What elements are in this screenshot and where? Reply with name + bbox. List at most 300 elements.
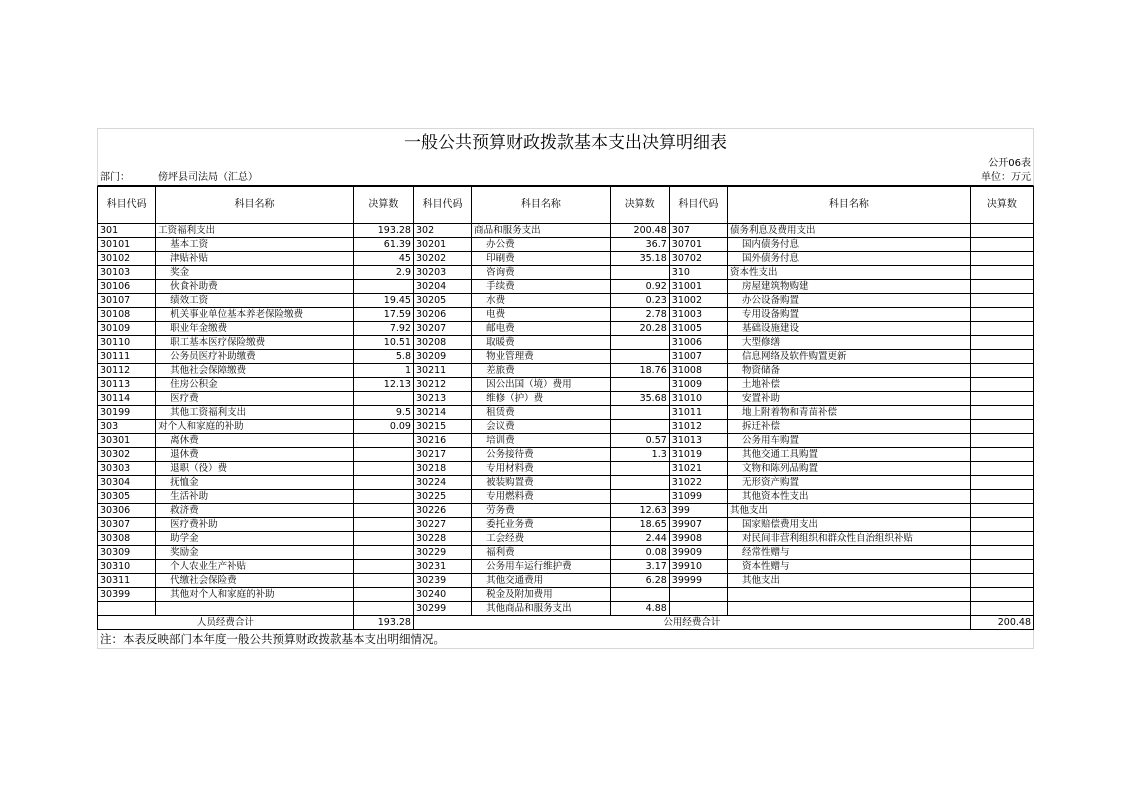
amount-cell (970, 476, 1033, 490)
code-cell: 30231 (413, 560, 471, 574)
amount-cell (353, 588, 413, 602)
name-cell: 资本性赠与 (727, 560, 970, 574)
name-cell: 因公出国（境）费用 (472, 378, 610, 392)
col-header-code: 科目代码 (413, 187, 471, 224)
amount-cell: 0.92 (610, 280, 669, 294)
table-body (98, 224, 1034, 616)
name-cell: 安置补助 (727, 392, 970, 406)
amount-cell: 18.76 (610, 364, 669, 378)
code-cell: 30107 (98, 294, 156, 308)
code-cell: 30205 (413, 294, 471, 308)
name-cell: 退职（役）费 (156, 462, 354, 476)
amount-cell: 9.5 (353, 406, 413, 420)
amount-cell: 0.57 (610, 434, 669, 448)
name-cell: 国外债务付息 (727, 252, 970, 266)
table-row (98, 546, 1034, 560)
amount-cell (610, 266, 669, 280)
unit-label: 单位：万元 (981, 172, 1031, 183)
table-row (98, 252, 1034, 266)
code-cell: 31007 (669, 350, 727, 364)
amount-cell (610, 462, 669, 476)
table-row (98, 392, 1034, 406)
amount-cell (353, 280, 413, 294)
name-cell: 离休费 (156, 434, 354, 448)
name-cell: 专用材料费 (472, 462, 610, 476)
name-cell: 医疗费补助 (156, 518, 354, 532)
amount-cell (610, 490, 669, 504)
table-row (98, 224, 1034, 238)
code-cell: 30308 (98, 532, 156, 546)
col-header-code: 科目代码 (669, 187, 727, 224)
code-cell (98, 602, 156, 616)
amount-cell: 0.23 (610, 294, 669, 308)
code-cell: 31013 (669, 434, 727, 448)
amount-cell (353, 518, 413, 532)
name-cell: 信息网络及软件购置更新 (727, 350, 970, 364)
name-cell: 工资福利支出 (156, 224, 354, 238)
name-cell: 办公费 (472, 238, 610, 252)
name-cell: 国内债务付息 (727, 238, 970, 252)
code-cell: 30103 (98, 266, 156, 280)
code-cell: 30207 (413, 322, 471, 336)
name-cell: 房屋建筑物购建 (727, 280, 970, 294)
amount-cell (610, 420, 669, 434)
amount-cell (970, 574, 1033, 588)
name-cell: 公务用车运行维护费 (472, 560, 610, 574)
name-cell: 公务接待费 (472, 448, 610, 462)
col-header-amount: 决算数 (353, 187, 413, 224)
amount-cell (610, 336, 669, 350)
name-cell: 住房公积金 (156, 378, 354, 392)
code-cell: 31002 (669, 294, 727, 308)
code-cell: 30301 (98, 434, 156, 448)
code-cell: 310 (669, 266, 727, 280)
code-cell: 31011 (669, 406, 727, 420)
code-cell: 39999 (669, 574, 727, 588)
code-cell: 31099 (669, 490, 727, 504)
table-row (98, 336, 1034, 350)
name-cell: 个人农业生产补贴 (156, 560, 354, 574)
amount-cell: 20.28 (610, 322, 669, 336)
amount-cell (353, 574, 413, 588)
code-cell: 39907 (669, 518, 727, 532)
col-header-name: 科目名称 (156, 187, 354, 224)
amount-cell (970, 420, 1033, 434)
name-cell: 文物和陈列品购置 (727, 462, 970, 476)
code-cell: 31008 (669, 364, 727, 378)
code-cell: 39909 (669, 546, 727, 560)
amount-cell: 18.65 (610, 518, 669, 532)
name-cell: 奖励金 (156, 546, 354, 560)
amount-cell (970, 560, 1033, 574)
name-cell: 专用燃料费 (472, 490, 610, 504)
code-cell: 31003 (669, 308, 727, 322)
amount-cell: 12.63 (610, 504, 669, 518)
amount-cell (970, 280, 1033, 294)
column-header-row (98, 187, 1034, 224)
code-cell: 30212 (413, 378, 471, 392)
name-cell: 其他支出 (727, 574, 970, 588)
name-cell: 取暖费 (472, 336, 610, 350)
code-cell: 30201 (413, 238, 471, 252)
table-row (98, 574, 1034, 588)
amount-cell (970, 364, 1033, 378)
amount-cell (353, 448, 413, 462)
table-row (98, 350, 1034, 364)
table-row (98, 322, 1034, 336)
table-row (98, 294, 1034, 308)
table-row (98, 504, 1034, 518)
name-cell: 其他交通费用 (472, 574, 610, 588)
amount-cell (970, 392, 1033, 406)
name-cell: 国家赔偿费用支出 (727, 518, 970, 532)
table-row (98, 448, 1034, 462)
name-cell: 被装购置费 (472, 476, 610, 490)
amount-cell (970, 490, 1033, 504)
name-cell: 会议费 (472, 420, 610, 434)
name-cell: 代缴社会保险费 (156, 574, 354, 588)
amount-cell (970, 434, 1033, 448)
name-cell: 其他支出 (727, 504, 970, 518)
amount-cell (353, 602, 413, 616)
name-cell: 救济费 (156, 504, 354, 518)
code-cell: 30101 (98, 238, 156, 252)
name-cell (727, 602, 970, 616)
name-cell: 税金及附加费用 (472, 588, 610, 602)
name-cell (156, 602, 354, 616)
amount-cell (970, 238, 1033, 252)
col-header-amount: 决算数 (610, 187, 669, 224)
name-cell: 资本性支出 (727, 266, 970, 280)
code-cell: 30217 (413, 448, 471, 462)
code-cell: 30309 (98, 546, 156, 560)
code-cell: 30240 (413, 588, 471, 602)
code-cell: 30307 (98, 518, 156, 532)
code-cell: 30208 (413, 336, 471, 350)
amount-cell (970, 378, 1033, 392)
amount-cell (970, 308, 1033, 322)
amount-cell (970, 518, 1033, 532)
name-cell: 其他商品和服务支出 (472, 602, 610, 616)
amount-cell (353, 546, 413, 560)
code-cell: 302 (413, 224, 471, 238)
table-row (98, 462, 1034, 476)
col-header-name: 科目名称 (472, 187, 610, 224)
table-row (98, 476, 1034, 490)
amount-cell (353, 490, 413, 504)
code-cell: 30114 (98, 392, 156, 406)
name-cell: 培训费 (472, 434, 610, 448)
dept-label: 部门： (100, 172, 130, 183)
table-row (98, 602, 1034, 616)
code-cell: 31006 (669, 336, 727, 350)
name-cell: 电费 (472, 308, 610, 322)
code-cell: 307 (669, 224, 727, 238)
name-cell: 福利费 (472, 546, 610, 560)
code-cell: 30199 (98, 406, 156, 420)
amount-cell (353, 532, 413, 546)
code-cell: 30206 (413, 308, 471, 322)
name-cell: 其他对个人和家庭的补助 (156, 588, 354, 602)
code-cell: 30228 (413, 532, 471, 546)
amount-cell (610, 378, 669, 392)
code-cell: 30109 (98, 322, 156, 336)
expenditure-table (97, 186, 1034, 630)
public-total-label: 公用经费合计 (413, 616, 970, 630)
name-cell: 土地补偿 (727, 378, 970, 392)
amount-cell (970, 532, 1033, 546)
code-cell: 30204 (413, 280, 471, 294)
code-cell: 30225 (413, 490, 471, 504)
amount-cell: 2.44 (610, 532, 669, 546)
table-row (98, 532, 1034, 546)
amount-cell (970, 504, 1033, 518)
code-cell: 30113 (98, 378, 156, 392)
code-cell (669, 588, 727, 602)
code-cell: 399 (669, 504, 727, 518)
name-cell: 专用设备购置 (727, 308, 970, 322)
amount-cell: 12.13 (353, 378, 413, 392)
code-cell: 30399 (98, 588, 156, 602)
code-cell: 30110 (98, 336, 156, 350)
amount-cell: 35.18 (610, 252, 669, 266)
dept-name: 傍坪县司法局（汇总） (158, 172, 258, 183)
name-cell: 公务员医疗补助缴费 (156, 350, 354, 364)
amount-cell (970, 602, 1033, 616)
amount-cell (970, 224, 1033, 238)
name-cell: 生活补助 (156, 490, 354, 504)
code-cell: 30229 (413, 546, 471, 560)
name-cell: 经常性赠与 (727, 546, 970, 560)
code-cell: 30299 (413, 602, 471, 616)
code-cell: 30108 (98, 308, 156, 322)
code-cell: 30209 (413, 350, 471, 364)
name-cell: 咨询费 (472, 266, 610, 280)
name-cell: 对民间非营利组织和群众性自治组织补贴 (727, 532, 970, 546)
table-row (98, 308, 1034, 322)
amount-cell: 45 (353, 252, 413, 266)
code-cell: 30226 (413, 504, 471, 518)
table-code: 公开06表 (97, 157, 1034, 171)
amount-cell: 200.48 (610, 224, 669, 238)
amount-cell: 61.39 (353, 238, 413, 252)
name-cell: 委托业务费 (472, 518, 610, 532)
code-cell: 30111 (98, 350, 156, 364)
code-cell: 30112 (98, 364, 156, 378)
amount-cell (970, 462, 1033, 476)
name-cell: 拆迁补偿 (727, 420, 970, 434)
amount-cell: 5.8 (353, 350, 413, 364)
name-cell: 物业管理费 (472, 350, 610, 364)
amount-cell: 7.92 (353, 322, 413, 336)
amount-cell (970, 266, 1033, 280)
code-cell: 30227 (413, 518, 471, 532)
amount-cell: 19.45 (353, 294, 413, 308)
amount-cell: 36.7 (610, 238, 669, 252)
amount-cell (970, 588, 1033, 602)
name-cell: 对个人和家庭的补助 (156, 420, 354, 434)
code-cell (669, 602, 727, 616)
table-row (98, 406, 1034, 420)
amount-cell (970, 322, 1033, 336)
amount-cell (610, 350, 669, 364)
amount-cell (970, 350, 1033, 364)
name-cell: 其他资本性支出 (727, 490, 970, 504)
name-cell: 工会经费 (472, 532, 610, 546)
code-cell: 30211 (413, 364, 471, 378)
name-cell: 物资储备 (727, 364, 970, 378)
footnote: 注：本表反映部门本年度一般公共预算财政拨款基本支出明细情况。 (97, 630, 1034, 649)
amount-cell: 3.17 (610, 560, 669, 574)
code-cell: 31010 (669, 392, 727, 406)
code-cell: 303 (98, 420, 156, 434)
name-cell: 基本工资 (156, 238, 354, 252)
name-cell: 手续费 (472, 280, 610, 294)
amount-cell (970, 406, 1033, 420)
code-cell: 31021 (669, 462, 727, 476)
amount-cell (353, 476, 413, 490)
amount-cell (610, 476, 669, 490)
code-cell: 30218 (413, 462, 471, 476)
name-cell: 水费 (472, 294, 610, 308)
name-cell: 其他交通工具购置 (727, 448, 970, 462)
code-cell: 30215 (413, 420, 471, 434)
table-row (98, 364, 1034, 378)
amount-cell: 10.51 (353, 336, 413, 350)
code-cell: 30303 (98, 462, 156, 476)
code-cell: 30102 (98, 252, 156, 266)
amount-cell (353, 392, 413, 406)
code-cell: 30239 (413, 574, 471, 588)
col-header-code: 科目代码 (98, 187, 156, 224)
table-row (98, 238, 1034, 252)
code-cell: 30702 (669, 252, 727, 266)
amount-cell: 0.08 (610, 546, 669, 560)
name-cell: 助学金 (156, 532, 354, 546)
name-cell: 印刷费 (472, 252, 610, 266)
table-row (98, 490, 1034, 504)
col-header-name: 科目名称 (727, 187, 970, 224)
code-cell: 30224 (413, 476, 471, 490)
amount-cell: 4.88 (610, 602, 669, 616)
amount-cell (353, 504, 413, 518)
totals-row (98, 616, 1034, 630)
code-cell: 31012 (669, 420, 727, 434)
report-title: 一般公共预算财政拨款基本支出决算明细表 (97, 128, 1034, 157)
name-cell: 无形资产购置 (727, 476, 970, 490)
name-cell: 公务用车购置 (727, 434, 970, 448)
code-cell: 31001 (669, 280, 727, 294)
name-cell: 债务利息及费用支出 (727, 224, 970, 238)
name-cell: 奖金 (156, 266, 354, 280)
name-cell: 邮电费 (472, 322, 610, 336)
name-cell: 退休费 (156, 448, 354, 462)
code-cell: 30203 (413, 266, 471, 280)
name-cell: 劳务费 (472, 504, 610, 518)
code-cell: 30305 (98, 490, 156, 504)
code-cell: 30202 (413, 252, 471, 266)
amount-cell: 193.28 (353, 224, 413, 238)
amount-cell (353, 560, 413, 574)
amount-cell: 35.68 (610, 392, 669, 406)
name-cell: 办公设备购置 (727, 294, 970, 308)
name-cell (727, 588, 970, 602)
amount-cell (970, 336, 1033, 350)
amount-cell: 2.9 (353, 266, 413, 280)
amount-cell (610, 406, 669, 420)
name-cell: 大型修缮 (727, 336, 970, 350)
name-cell: 抚恤金 (156, 476, 354, 490)
table-row (98, 588, 1034, 602)
code-cell: 39908 (669, 532, 727, 546)
col-header-amount: 决算数 (970, 187, 1033, 224)
code-cell: 30216 (413, 434, 471, 448)
name-cell: 伙食补助费 (156, 280, 354, 294)
code-cell: 30302 (98, 448, 156, 462)
amount-cell (970, 294, 1033, 308)
amount-cell: 2.78 (610, 308, 669, 322)
amount-cell (970, 448, 1033, 462)
amount-cell: 1 (353, 364, 413, 378)
name-cell: 其他工资福利支出 (156, 406, 354, 420)
code-cell: 30213 (413, 392, 471, 406)
personnel-total-value: 193.28 (353, 616, 413, 630)
amount-cell: 6.28 (610, 574, 669, 588)
code-cell: 30106 (98, 280, 156, 294)
table-row (98, 518, 1034, 532)
amount-cell (353, 462, 413, 476)
code-cell: 30310 (98, 560, 156, 574)
amount-cell (353, 434, 413, 448)
code-cell: 30214 (413, 406, 471, 420)
amount-cell: 17.59 (353, 308, 413, 322)
amount-cell (610, 588, 669, 602)
name-cell: 职工基本医疗保险缴费 (156, 336, 354, 350)
code-cell: 30306 (98, 504, 156, 518)
report-sheet (97, 128, 1034, 649)
amount-cell (970, 546, 1033, 560)
amount-cell: 1.3 (610, 448, 669, 462)
amount-cell: 0.09 (353, 420, 413, 434)
name-cell: 绩效工资 (156, 294, 354, 308)
name-cell: 津贴补贴 (156, 252, 354, 266)
personnel-total-label: 人员经费合计 (98, 616, 354, 630)
code-cell: 30311 (98, 574, 156, 588)
name-cell: 基础设施建设 (727, 322, 970, 336)
table-row (98, 378, 1034, 392)
table-row (98, 560, 1034, 574)
name-cell: 租赁费 (472, 406, 610, 420)
name-cell: 维修（护）费 (472, 392, 610, 406)
report-header-row (97, 171, 1034, 186)
code-cell: 30304 (98, 476, 156, 490)
code-cell: 31019 (669, 448, 727, 462)
code-cell: 31009 (669, 378, 727, 392)
name-cell: 地上附着物和青苗补偿 (727, 406, 970, 420)
code-cell: 31022 (669, 476, 727, 490)
name-cell: 商品和服务支出 (472, 224, 610, 238)
name-cell: 差旅费 (472, 364, 610, 378)
code-cell: 30701 (669, 238, 727, 252)
table-row (98, 420, 1034, 434)
name-cell: 机关事业单位基本养老保险缴费 (156, 308, 354, 322)
name-cell: 医疗费 (156, 392, 354, 406)
code-cell: 39910 (669, 560, 727, 574)
public-total-value: 200.48 (970, 616, 1033, 630)
table-row (98, 280, 1034, 294)
table-row (98, 266, 1034, 280)
code-cell: 301 (98, 224, 156, 238)
